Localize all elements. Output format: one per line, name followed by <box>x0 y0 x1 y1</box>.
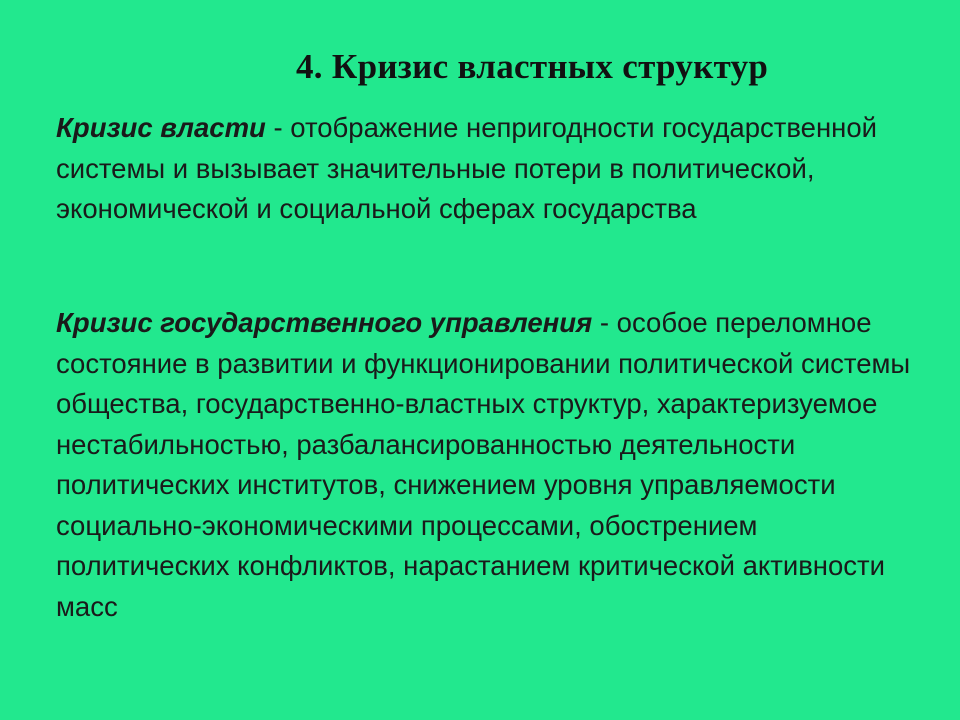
definition-text-crisis-of-governance: - особое переломное состояние в развитии и функционировании политической системы общества, государственно-властных структур, характеризуемое нестабильностью, разбалансированностью деятельности политических институтов, снижением уровня управляемости социально-экономическими процессами, обострением политических конфликтов, нарастанием критической активности масс <box>56 307 911 622</box>
term-crisis-of-governance: Кризис государственного управления <box>56 307 593 338</box>
slide-title: 4. Кризис властных структур <box>296 47 769 86</box>
definition-text-crisis-of-power: - отображение непригодности государственной системы и вызывает значительные потери в политической, экономической и социальной сферах государства <box>56 112 877 224</box>
definition-crisis-of-power <box>56 108 916 230</box>
definition-crisis-of-governance <box>56 303 916 627</box>
term-crisis-of-power: Кризис власти <box>56 112 266 143</box>
